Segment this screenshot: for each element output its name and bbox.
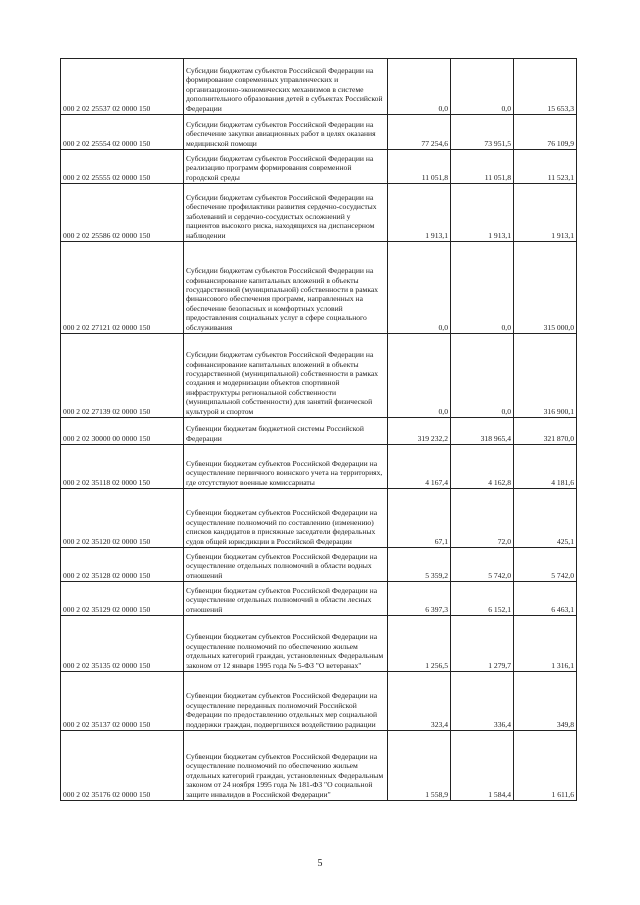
amount-year1-cell: 77 254,6: [388, 115, 451, 150]
amount-year1-cell: 0,0: [388, 242, 451, 334]
description-cell: Субвенции бюджетам субъектов Российской Федерации на осуществление полномочий по обеспечению жильем отдельных категорий граждан, установленных Федеральным законом от 12 января 1995 года № 5-ФЗ "О ветеранах": [184, 616, 388, 672]
amount-year3-cell: 15 653,3: [514, 59, 577, 115]
table-row: [61, 418, 577, 445]
budget-code-cell: 000 2 02 25554 02 0000 150: [61, 115, 184, 150]
amount-year1-cell: 0,0: [388, 334, 451, 418]
revenue-table-body: [61, 59, 577, 801]
budget-code-cell: 000 2 02 35118 02 0000 150: [61, 445, 184, 489]
budget-code-cell: 000 2 02 35137 02 0000 150: [61, 672, 184, 731]
amount-year2-cell: 11 051,8: [451, 150, 514, 184]
table-row: [61, 59, 577, 115]
budget-code-cell: 000 2 02 35120 02 0000 150: [61, 489, 184, 548]
budget-code-cell: 000 2 02 25555 02 0000 150: [61, 150, 184, 184]
amount-year2-cell: 1 913,1: [451, 184, 514, 242]
amount-year3-cell: 76 109,9: [514, 115, 577, 150]
amount-year2-cell: 5 742,0: [451, 548, 514, 582]
amount-year1-cell: 67,1: [388, 489, 451, 548]
amount-year2-cell: 73 951,5: [451, 115, 514, 150]
table-row: [61, 334, 577, 418]
amount-year1-cell: 1 558,9: [388, 731, 451, 801]
budget-code-cell: 000 2 02 35176 02 0000 150: [61, 731, 184, 801]
amount-year2-cell: 1 279,7: [451, 616, 514, 672]
amount-year3-cell: 4 181,6: [514, 445, 577, 489]
amount-year3-cell: 1 611,6: [514, 731, 577, 801]
budget-code-cell: 000 2 02 25586 02 0000 150: [61, 184, 184, 242]
amount-year3-cell: 1 913,1: [514, 184, 577, 242]
amount-year2-cell: 1 584,4: [451, 731, 514, 801]
amount-year2-cell: 4 162,8: [451, 445, 514, 489]
amount-year1-cell: 1 256,5: [388, 616, 451, 672]
budget-code-cell: 000 2 02 27139 02 0000 150: [61, 334, 184, 418]
description-cell: Субсидии бюджетам субъектов Российской Федерации на обеспечение профилактики развития сердечно-сосудистых заболеваний и сердечно-сосудистых осложнений у пациентов высокого риска, находящихся на диспансерном наблюдении: [184, 184, 388, 242]
description-cell: Субсидии бюджетам субъектов Российской Федерации на софинансирование капитальных вложений в объекты государственной (муниципальной) собственности в рамках финансового обеспечения программ, направленных на обеспечение безопасных и комфортных условий предоставления социальных услуг в сфере социального обслуживания: [184, 242, 388, 334]
amount-year2-cell: 72,0: [451, 489, 514, 548]
budget-code-cell: 000 2 02 27121 02 0000 150: [61, 242, 184, 334]
table-row: [61, 616, 577, 672]
amount-year3-cell: 321 870,0: [514, 418, 577, 445]
description-cell: Субвенции бюджетам субъектов Российской Федерации на осуществление отдельных полномочий в области лесных отношений: [184, 582, 388, 616]
description-cell: Субвенции бюджетам субъектов Российской Федерации на осуществление отдельных полномочий в области водных отношений: [184, 548, 388, 582]
table-row: [61, 489, 577, 548]
amount-year2-cell: 0,0: [451, 59, 514, 115]
description-cell: Субвенции бюджетам субъектов Российской Федерации на осуществление переданных полномочий Российской Федерации по предоставлению отдельных мер социальной поддержки граждан, подвергшихся воздействию радиации: [184, 672, 388, 731]
amount-year3-cell: 6 463,1: [514, 582, 577, 616]
amount-year1-cell: 6 397,3: [388, 582, 451, 616]
table-row: [61, 242, 577, 334]
table-row: [61, 150, 577, 184]
description-cell: Субвенции бюджетам субъектов Российской Федерации на осуществление полномочий по составлению (изменению) списков кандидатов в присяжные заседатели федеральных судов общей юрисдикции в Российской Федерации: [184, 489, 388, 548]
amount-year3-cell: 425,1: [514, 489, 577, 548]
page-number: 5: [317, 858, 323, 869]
amount-year3-cell: 11 523,1: [514, 150, 577, 184]
budget-code-cell: 000 2 02 35128 02 0000 150: [61, 548, 184, 582]
description-cell: Субсидии бюджетам субъектов Российской Федерации на обеспечение закупки авиационных работ в целях оказания медицинской помощи: [184, 115, 388, 150]
budget-code-cell: 000 2 02 30000 00 0000 150: [61, 418, 184, 445]
description-cell: Субвенции бюджетам субъектов Российской Федерации на осуществление первичного воинского учета на территориях, где отсутствуют военные комиссариаты: [184, 445, 388, 489]
amount-year1-cell: 1 913,1: [388, 184, 451, 242]
table-row: [61, 582, 577, 616]
amount-year2-cell: 336,4: [451, 672, 514, 731]
amount-year2-cell: 6 152,1: [451, 582, 514, 616]
amount-year1-cell: 323,4: [388, 672, 451, 731]
amount-year3-cell: 1 316,1: [514, 616, 577, 672]
amount-year3-cell: 5 742,0: [514, 548, 577, 582]
budget-code-cell: 000 2 02 35135 02 0000 150: [61, 616, 184, 672]
table-row: [61, 184, 577, 242]
description-cell: Субсидии бюджетам субъектов Российской Федерации на формирование современных управленческих и организационно-экономических механизмов в системе дополнительного образования детей в субъектах Российской Федерации: [184, 59, 388, 115]
amount-year1-cell: 4 167,4: [388, 445, 451, 489]
description-cell: Субсидии бюджетам субъектов Российской Федерации на реализацию программ формирования современной городской среды: [184, 150, 388, 184]
table-row: [61, 115, 577, 150]
amount-year1-cell: 319 232,2: [388, 418, 451, 445]
amount-year3-cell: 315 000,0: [514, 242, 577, 334]
revenue-table: [60, 58, 577, 801]
description-cell: Субсидии бюджетам субъектов Российской Федерации на софинансирование капитальных вложений в объекты государственной (муниципальной) собственности в рамках создания и модернизации объектов спортивной инфраструктуры региональной собственности (муниципальной собственности) для занятий физической культурой и спортом: [184, 334, 388, 418]
table-row: [61, 445, 577, 489]
table-row: [61, 548, 577, 582]
amount-year1-cell: 11 051,8: [388, 150, 451, 184]
amount-year1-cell: 0,0: [388, 59, 451, 115]
table-row: [61, 672, 577, 731]
description-cell: Субвенции бюджетам субъектов Российской Федерации на осуществление полномочий по обеспечению жильем отдельных категорий граждан, установленных Федеральным законом от 24 ноября 1995 года № 181-ФЗ "О социальной защите инвалидов в Российской Федерации": [184, 731, 388, 801]
amount-year3-cell: 316 900,1: [514, 334, 577, 418]
description-cell: Субвенции бюджетам бюджетной системы Российской Федерации: [184, 418, 388, 445]
amount-year2-cell: 0,0: [451, 242, 514, 334]
budget-code-cell: 000 2 02 25537 02 0000 150: [61, 59, 184, 115]
table-row: [61, 731, 577, 801]
budget-code-cell: 000 2 02 35129 02 0000 150: [61, 582, 184, 616]
amount-year2-cell: 0,0: [451, 334, 514, 418]
amount-year3-cell: 349,8: [514, 672, 577, 731]
amount-year2-cell: 318 965,4: [451, 418, 514, 445]
amount-year1-cell: 5 359,2: [388, 548, 451, 582]
